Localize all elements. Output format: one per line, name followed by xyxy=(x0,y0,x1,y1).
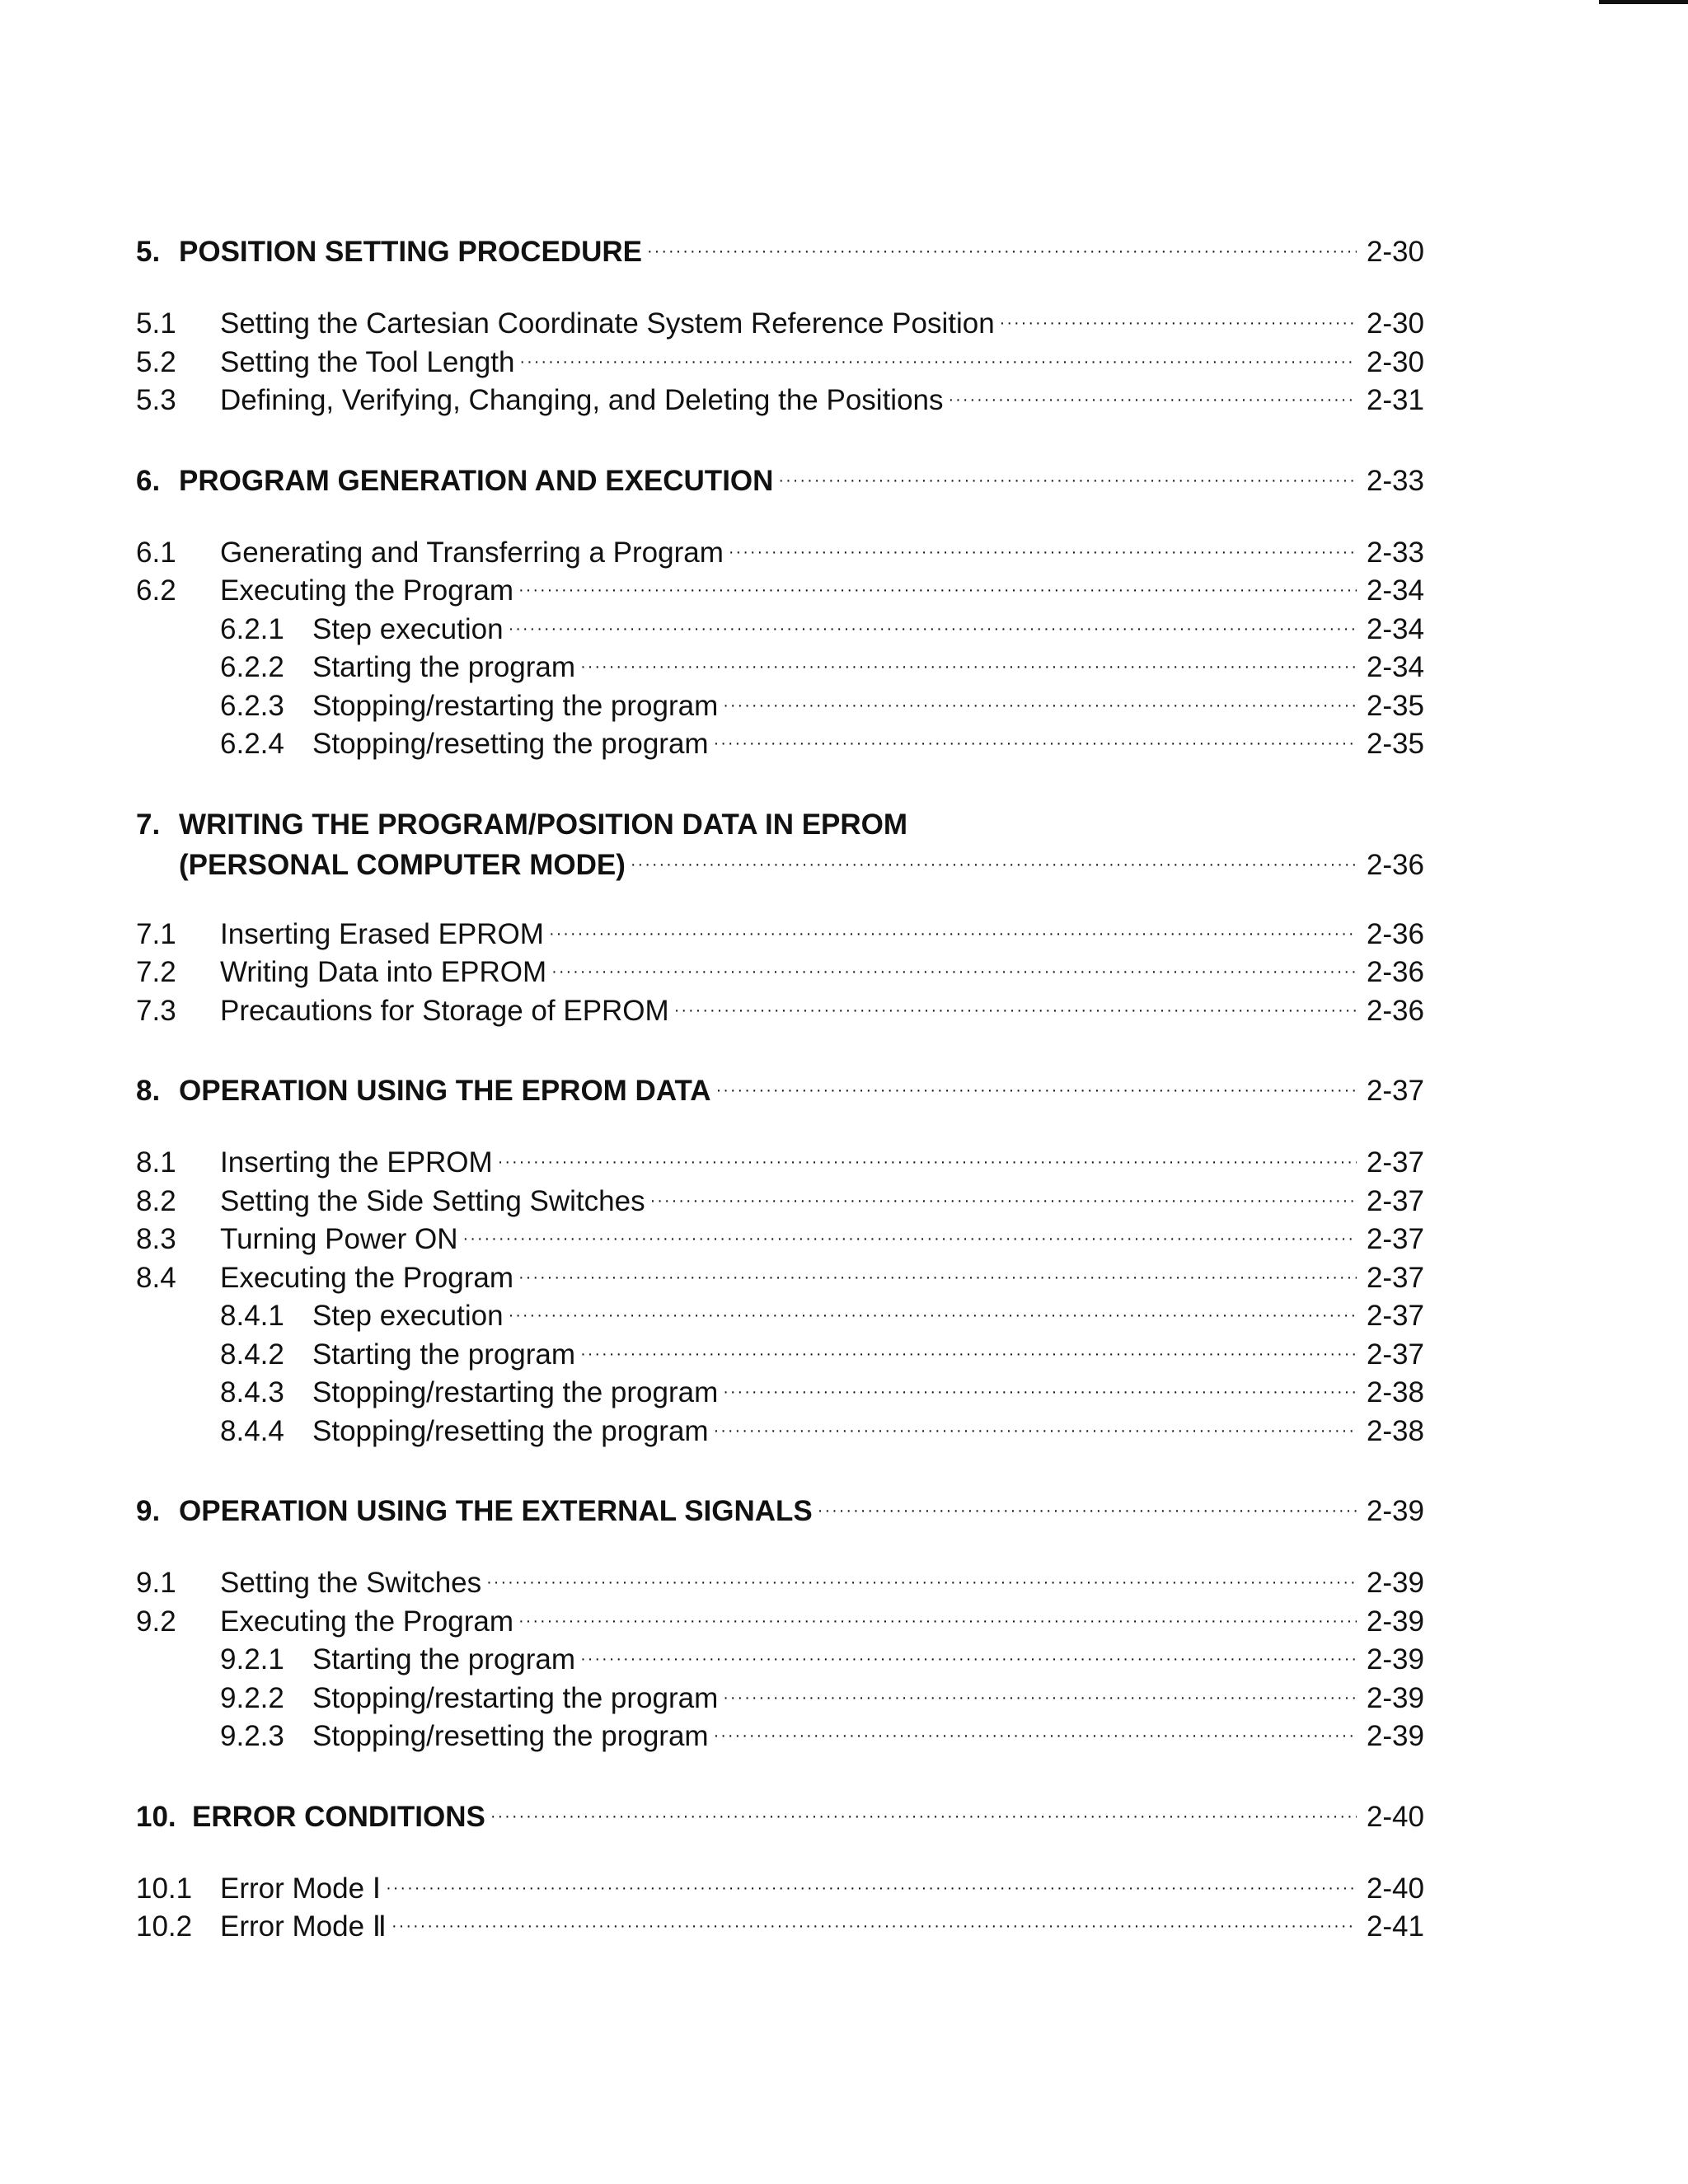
page-number: 2-39 xyxy=(1366,1681,1424,1714)
toc-entry[interactable] xyxy=(136,916,1424,954)
table-of-contents xyxy=(136,231,1424,1986)
page-number: 2-35 xyxy=(1366,728,1424,760)
heading-title: WRITING THE PROGRAM/POSITION DATA IN EPROM xyxy=(179,808,908,841)
page-number: 2-37 xyxy=(1366,1223,1424,1255)
entry-title: Error Mode Ⅰ xyxy=(220,1872,382,1905)
entry-title: Setting the Side Setting Switches xyxy=(220,1184,645,1217)
toc-subentry[interactable] xyxy=(136,725,1424,764)
dot-leader xyxy=(509,610,1357,649)
toc-section-6 xyxy=(136,460,1424,764)
page-number: 2-37 xyxy=(1366,1184,1424,1217)
toc-subentry[interactable] xyxy=(136,687,1424,726)
dot-leader xyxy=(818,1489,1357,1532)
page-number: 2-34 xyxy=(1366,574,1424,607)
entry-number: 10.1 xyxy=(136,1872,193,1905)
page-number: 2-39 xyxy=(1366,1495,1424,1527)
heading-number: 6. xyxy=(136,464,161,497)
entry-title: Stopping/restarting the program xyxy=(312,689,719,722)
page-number: 2-39 xyxy=(1366,1720,1424,1752)
entry-title: Inserting Erased EPROM xyxy=(220,917,544,950)
toc-subentry[interactable] xyxy=(136,1336,1424,1375)
dot-leader xyxy=(674,991,1357,1030)
entry-number: 5.1 xyxy=(136,307,176,340)
entry-title: Setting the Switches xyxy=(220,1567,482,1599)
page-number: 2-37 xyxy=(1366,1261,1424,1294)
entry-number: 6.2 xyxy=(136,574,176,607)
toc-heading[interactable] xyxy=(136,460,1424,503)
entry-title: Starting the program xyxy=(312,1643,576,1675)
toc-section-5 xyxy=(136,231,1424,420)
toc-entry[interactable] xyxy=(136,1564,1424,1603)
dot-leader xyxy=(716,1069,1357,1112)
dot-leader xyxy=(778,459,1357,502)
toc-heading[interactable] xyxy=(136,231,1424,274)
dot-leader xyxy=(1000,304,1357,343)
dot-leader xyxy=(498,1143,1357,1182)
heading-number: 10. xyxy=(136,1800,176,1833)
dot-leader xyxy=(714,1412,1357,1451)
entry-number: 5.3 xyxy=(136,384,176,416)
heading-line-1 xyxy=(136,804,1424,846)
entry-title: Error Mode Ⅱ xyxy=(220,1910,387,1943)
dot-leader xyxy=(723,687,1357,725)
page-number: 2-37 xyxy=(1366,1338,1424,1371)
dot-leader xyxy=(386,1869,1357,1908)
dot-leader xyxy=(723,1679,1357,1718)
toc-entry[interactable] xyxy=(136,572,1424,611)
heading-title: ERROR CONDITIONS xyxy=(192,1800,485,1833)
entry-title: Stopping/resetting the program xyxy=(312,1414,709,1447)
toc-entry[interactable] xyxy=(136,382,1424,420)
entry-number: 8.1 xyxy=(136,1146,176,1179)
dot-leader xyxy=(723,1373,1357,1412)
page-number: 2-37 xyxy=(1366,1300,1424,1332)
toc-entry[interactable] xyxy=(136,1183,1424,1221)
entry-title: Stopping/restarting the program xyxy=(312,1681,719,1714)
toc-heading[interactable] xyxy=(136,804,1424,884)
entry-title: Step execution xyxy=(312,612,504,645)
entry-number: 7.1 xyxy=(136,917,176,950)
entry-number: 8.3 xyxy=(136,1223,176,1255)
dot-leader xyxy=(580,648,1357,687)
toc-heading[interactable] xyxy=(136,1070,1424,1113)
dot-leader xyxy=(463,1220,1357,1258)
page-number: 2-39 xyxy=(1366,1605,1424,1638)
entry-number: 9.2 xyxy=(136,1605,176,1638)
heading-title: POSITION SETTING PROCEDURE xyxy=(179,236,642,268)
entry-number: 6.2.2 xyxy=(220,651,284,683)
toc-heading[interactable] xyxy=(136,1796,1424,1839)
page-number: 2-36 xyxy=(1366,994,1424,1027)
toc-subentry[interactable] xyxy=(136,649,1424,687)
dot-leader xyxy=(518,571,1357,610)
page-number: 2-38 xyxy=(1366,1414,1424,1447)
entry-title: Writing Data into EPROM xyxy=(220,956,547,988)
toc-entry[interactable] xyxy=(136,534,1424,573)
entry-title: Executing the Program xyxy=(220,1261,514,1294)
toc-entry[interactable] xyxy=(136,1603,1424,1642)
dot-leader xyxy=(714,1717,1357,1755)
page-number: 2-41 xyxy=(1366,1910,1424,1943)
entry-number: 9.1 xyxy=(136,1567,176,1599)
toc-section-8 xyxy=(136,1070,1424,1451)
toc-subentry[interactable] xyxy=(136,611,1424,649)
entry-title: Starting the program xyxy=(312,1338,576,1371)
page-number: 2-40 xyxy=(1366,1872,1424,1905)
entry-title: Inserting the EPROM xyxy=(220,1146,493,1179)
heading-number: 8. xyxy=(136,1075,161,1107)
dot-leader xyxy=(551,953,1357,991)
entry-title: Executing the Program xyxy=(220,574,514,607)
heading-number: 5. xyxy=(136,236,161,268)
dot-leader xyxy=(949,381,1357,419)
toc-entry[interactable] xyxy=(136,1221,1424,1259)
dot-leader xyxy=(490,1795,1357,1838)
page-number: 2-35 xyxy=(1366,689,1424,722)
entry-number: 10.2 xyxy=(136,1910,193,1943)
entry-number: 8.4.4 xyxy=(220,1414,284,1447)
entry-number: 9.2.2 xyxy=(220,1681,284,1714)
toc-subentry[interactable] xyxy=(136,1641,1424,1680)
entry-number: 5.2 xyxy=(136,345,176,378)
entry-number: 7.3 xyxy=(136,994,176,1027)
entry-title: Stopping/resetting the program xyxy=(312,1720,709,1752)
page-number: 2-39 xyxy=(1366,1567,1424,1599)
toc-subentry[interactable] xyxy=(136,1413,1424,1451)
page-number: 2-36 xyxy=(1366,848,1424,881)
toc-entry[interactable] xyxy=(136,344,1424,382)
page-number: 2-33 xyxy=(1366,536,1424,569)
entry-number: 8.4.1 xyxy=(220,1300,284,1332)
dot-leader xyxy=(580,1640,1357,1679)
entry-title: Generating and Transferring a Program xyxy=(220,536,724,569)
dot-leader xyxy=(518,1602,1357,1641)
dot-leader xyxy=(580,1335,1357,1374)
entry-title: Setting the Tool Length xyxy=(220,345,515,378)
page-number: 2-30 xyxy=(1366,345,1424,378)
heading-line-2 xyxy=(136,846,1424,884)
entry-number: 6.2.3 xyxy=(220,689,284,722)
entry-title: Step execution xyxy=(312,1300,504,1332)
page-number: 2-36 xyxy=(1366,956,1424,988)
toc-subentry[interactable] xyxy=(136,1718,1424,1756)
toc-section-10 xyxy=(136,1796,1424,1947)
page-number: 2-34 xyxy=(1366,651,1424,683)
entry-title: Executing the Program xyxy=(220,1605,514,1638)
page-number: 2-40 xyxy=(1366,1800,1424,1833)
toc-section-9 xyxy=(136,1490,1424,1756)
dot-leader xyxy=(486,1563,1357,1602)
entry-title: Stopping/resetting the program xyxy=(312,728,709,760)
dot-leader xyxy=(729,533,1357,572)
page-number: 2-30 xyxy=(1366,307,1424,340)
page-number: 2-33 xyxy=(1366,464,1424,497)
entry-number: 6.2.1 xyxy=(220,612,284,645)
entry-number: 6.2.4 xyxy=(220,728,284,760)
page-number: 2-34 xyxy=(1366,612,1424,645)
toc-entry[interactable] xyxy=(136,954,1424,992)
entry-title: Setting the Cartesian Coordinate System Reference Position xyxy=(220,307,995,340)
dot-leader xyxy=(631,846,1357,883)
toc-heading[interactable] xyxy=(136,1490,1424,1533)
toc-subentry[interactable] xyxy=(136,1680,1424,1718)
toc-entry[interactable] xyxy=(136,1259,1424,1298)
heading-number: 9. xyxy=(136,1495,161,1527)
dot-leader xyxy=(509,1296,1357,1335)
corner-rule xyxy=(1599,0,1688,4)
entry-title: Precautions for Storage of EPROM xyxy=(220,994,669,1027)
dot-leader xyxy=(714,724,1357,763)
page-number: 2-30 xyxy=(1366,236,1424,268)
entry-number: 8.4.3 xyxy=(220,1376,284,1408)
dot-leader xyxy=(518,1258,1357,1297)
heading-title: OPERATION USING THE EPROM DATA xyxy=(179,1075,711,1107)
dot-leader xyxy=(647,230,1357,273)
page-number: 2-31 xyxy=(1366,384,1424,416)
entry-number: 8.2 xyxy=(136,1184,176,1217)
page-number: 2-38 xyxy=(1366,1376,1424,1408)
heading-title-continued: (PERSONAL COMPUTER MODE) xyxy=(179,848,626,881)
page-number: 2-39 xyxy=(1366,1643,1424,1675)
entry-number: 9.2.3 xyxy=(220,1720,284,1752)
heading-title: PROGRAM GENERATION AND EXECUTION xyxy=(179,464,774,497)
toc-subentry[interactable] xyxy=(136,1374,1424,1413)
toc-entry[interactable] xyxy=(136,1870,1424,1909)
toc-section-7 xyxy=(136,804,1424,1031)
page-number: 2-36 xyxy=(1366,917,1424,950)
dot-leader xyxy=(549,915,1357,954)
page-number: 2-37 xyxy=(1366,1146,1424,1179)
dot-leader xyxy=(519,343,1357,382)
entry-title: Starting the program xyxy=(312,651,576,683)
entry-title: Defining, Verifying, Changing, and Deleting the Positions xyxy=(220,384,944,416)
toc-subentry[interactable] xyxy=(136,1297,1424,1336)
page-number: 2-37 xyxy=(1366,1075,1424,1107)
entry-title: Turning Power ON xyxy=(220,1223,458,1255)
dot-leader xyxy=(392,1907,1357,1946)
entry-number: 7.2 xyxy=(136,956,176,988)
toc-entry[interactable] xyxy=(136,992,1424,1031)
entry-number: 8.4 xyxy=(136,1261,176,1294)
heading-number: 7. xyxy=(136,808,161,841)
entry-title: Stopping/restarting the program xyxy=(312,1376,719,1408)
entry-number: 8.4.2 xyxy=(220,1338,284,1371)
heading-title: OPERATION USING THE EXTERNAL SIGNALS xyxy=(179,1495,813,1527)
entry-number: 9.2.1 xyxy=(220,1643,284,1675)
toc-entry[interactable] xyxy=(136,1144,1424,1183)
dot-leader xyxy=(650,1182,1357,1221)
entry-number: 6.1 xyxy=(136,536,176,569)
toc-entry[interactable] xyxy=(136,1908,1424,1947)
toc-entry[interactable] xyxy=(136,305,1424,344)
